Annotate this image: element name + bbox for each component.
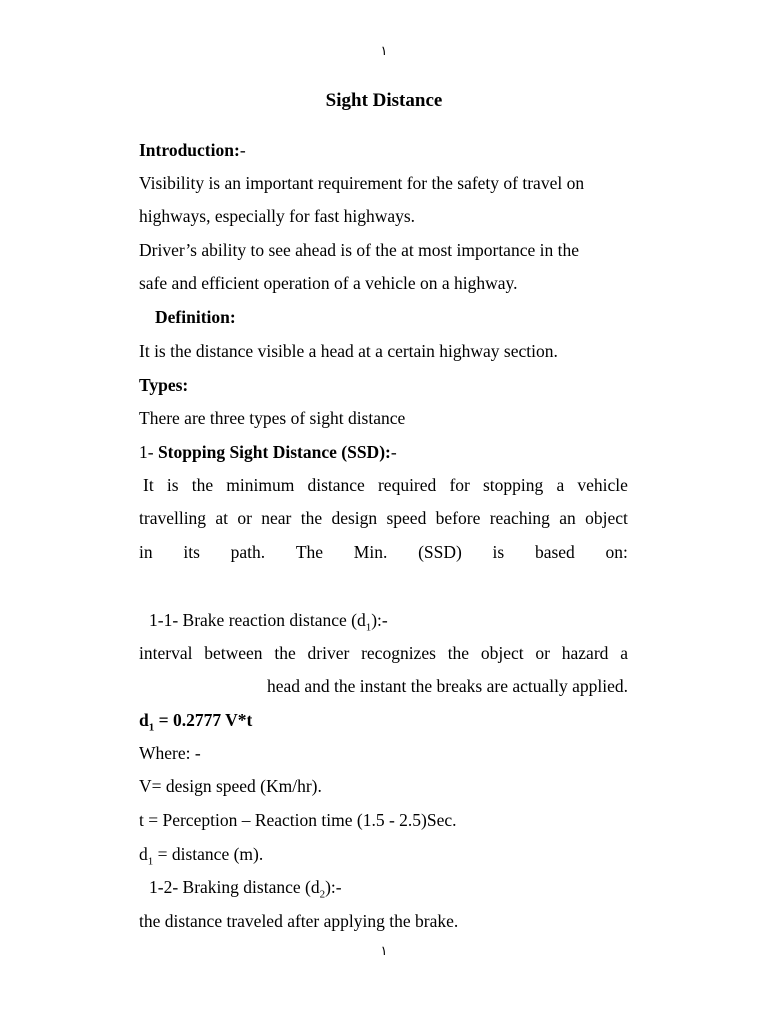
word: path. <box>230 542 266 562</box>
word: The <box>295 542 324 562</box>
word: reaching <box>489 508 550 528</box>
word: It <box>143 475 154 495</box>
word: object <box>480 643 524 663</box>
word: between <box>204 643 263 663</box>
word: interval <box>139 643 193 663</box>
t-definition: t = Perception – Reaction time (1.5 - 2.5)Sec. <box>139 810 457 830</box>
intro-paragraph-1-line-2: highways, especially for fast highways. <box>139 206 416 226</box>
word: its <box>183 542 200 562</box>
d1-definition-text: = distance (m). <box>153 844 264 864</box>
formula-d1 <box>139 709 628 734</box>
braking-heading <box>149 876 638 901</box>
word: driver <box>307 643 350 663</box>
formula-d1-symbol: d <box>139 710 149 730</box>
definition-text: It is the distance visible a head at a certain highway section. <box>139 341 558 361</box>
d1-definition-symbol: d <box>139 844 148 864</box>
word: or <box>535 643 550 663</box>
formula-d1-subscript: 1 <box>148 721 155 734</box>
braking-text: the distance traveled after applying the brake. <box>139 911 459 931</box>
ssd-text-line-2 <box>139 507 628 529</box>
word: hazard <box>561 643 609 663</box>
word: an <box>559 508 576 528</box>
brake-reaction-heading-text: 1-1- Brake reaction distance (d <box>149 610 366 630</box>
types-heading: Types: <box>139 375 189 395</box>
brake-reaction-heading-suffix: ):- <box>371 610 388 630</box>
word: the <box>191 475 214 495</box>
ssd-heading: Stopping Sight Distance (SSD): <box>157 442 391 462</box>
word: stopping <box>483 475 544 495</box>
word: near <box>261 508 292 528</box>
word: required <box>377 475 437 495</box>
definition-heading: Definition: <box>155 307 236 327</box>
brake-reaction-heading <box>149 609 638 634</box>
page-number-header: ١ <box>380 43 388 58</box>
word: a <box>620 643 628 663</box>
ssd-number: 1- <box>139 442 158 462</box>
word: or <box>237 508 252 528</box>
v-definition: V= design speed (Km/hr). <box>139 776 322 796</box>
intro-paragraph-2-line-1: Driver’s ability to see ahead is of the at most importance in the <box>139 240 579 260</box>
d1-definition-subscript: 1 <box>147 855 154 868</box>
d1-definition <box>139 843 628 868</box>
where-label: Where: - <box>139 743 201 763</box>
intro-heading-line <box>139 139 628 161</box>
word: the <box>274 643 296 663</box>
word: speed <box>386 508 427 528</box>
word: for <box>449 475 470 495</box>
page-title: Sight Distance <box>325 90 443 111</box>
brake-reaction-text-line-1 <box>139 642 628 664</box>
formula-d1-expression: = 0.2777 V*t <box>154 710 253 730</box>
word: recognizes <box>361 643 436 663</box>
word: in <box>139 542 153 562</box>
ssd-heading-line <box>139 441 628 463</box>
types-text: There are three types of sight distance <box>139 408 406 428</box>
braking-heading-text: 1-2- Braking distance (d <box>149 877 320 897</box>
intro-paragraph-1-line-1: Visibility is an important requirement for the safety of travel on <box>139 173 585 193</box>
intro-heading: Introduction: <box>139 140 240 160</box>
intro-paragraph-2-line-2: safe and efficient operation of a vehicle on a highway. <box>139 273 518 293</box>
ssd-heading-dash: - <box>390 442 397 462</box>
word: vehicle <box>577 475 628 495</box>
word: travelling <box>139 508 207 528</box>
word: the <box>300 508 323 528</box>
word: distance <box>307 475 365 495</box>
word: the <box>447 643 470 663</box>
word: is <box>166 475 179 495</box>
ssd-text-line-3 <box>139 541 628 563</box>
intro-heading-dash: - <box>239 140 246 160</box>
word: Min. <box>353 542 388 562</box>
word: (SSD) <box>418 542 462 562</box>
page-number-footer: ١ <box>380 943 388 958</box>
word: a <box>556 475 565 495</box>
word: based <box>534 542 575 562</box>
brake-reaction-subscript: 1 <box>365 621 372 634</box>
braking-heading-suffix: ):- <box>325 877 342 897</box>
word: design <box>331 508 378 528</box>
word: object <box>585 508 628 528</box>
word: on: <box>605 542 628 562</box>
word: is <box>492 542 505 562</box>
word: at <box>215 508 229 528</box>
ssd-text-line-1 <box>139 474 628 496</box>
word: minimum <box>226 475 295 495</box>
word: before <box>435 508 481 528</box>
braking-subscript: 2 <box>319 888 326 901</box>
brake-reaction-text-line-2: head and the instant the breaks are actually applied. <box>266 676 628 696</box>
